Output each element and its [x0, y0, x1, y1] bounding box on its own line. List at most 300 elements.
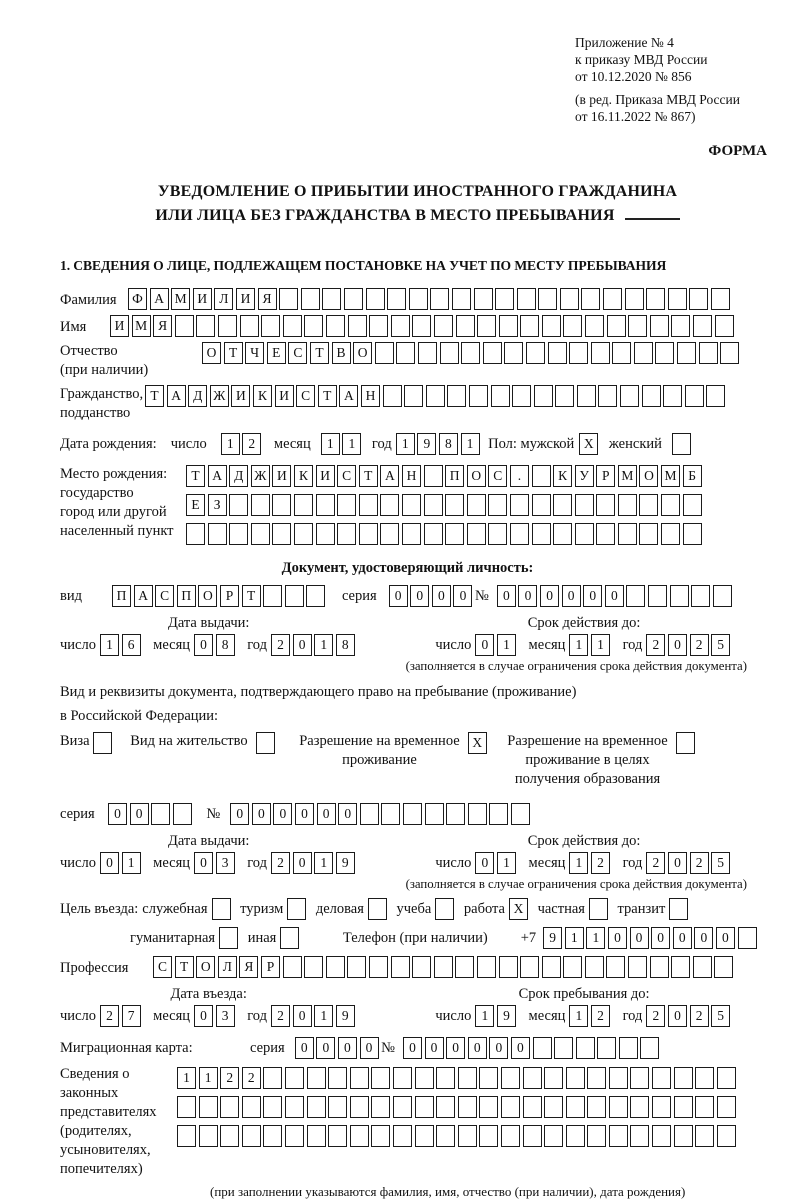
form-cell[interactable]: 0 [316, 1037, 335, 1059]
form-cell[interactable] [587, 1067, 606, 1089]
form-cell[interactable] [510, 523, 529, 545]
form-cell[interactable]: 0 [468, 1037, 487, 1059]
representatives-row-2[interactable] [177, 1096, 738, 1118]
form-cell[interactable] [93, 732, 112, 754]
form-cell[interactable] [523, 1067, 542, 1089]
form-cell[interactable]: А [208, 465, 227, 487]
form-cell[interactable] [691, 585, 710, 607]
form-cell[interactable] [512, 385, 531, 407]
form-cell[interactable] [285, 1096, 304, 1118]
form-cell[interactable]: 2 [271, 852, 290, 874]
form-cell[interactable]: Л [214, 288, 233, 310]
residence-expiry-month-cells[interactable] [569, 852, 612, 874]
form-cell[interactable] [683, 494, 702, 516]
form-cell[interactable] [661, 523, 680, 545]
form-cell[interactable] [402, 494, 421, 516]
form-cell[interactable] [350, 1096, 369, 1118]
form-cell[interactable]: 0 [583, 585, 602, 607]
form-cell[interactable]: 2 [242, 1067, 261, 1089]
form-cell[interactable]: П [112, 585, 131, 607]
form-cell[interactable]: Д [229, 465, 248, 487]
form-cell[interactable] [220, 1125, 239, 1147]
form-cell[interactable] [218, 315, 237, 337]
doc-series-cells[interactable] [389, 585, 475, 607]
form-cell[interactable]: Н [361, 385, 380, 407]
form-cell[interactable] [412, 315, 431, 337]
form-cell[interactable] [544, 1096, 563, 1118]
form-cell[interactable] [479, 1096, 498, 1118]
form-cell[interactable]: Н [402, 465, 421, 487]
form-cell[interactable] [606, 956, 625, 978]
form-cell[interactable]: 2 [591, 852, 610, 874]
form-cell[interactable] [477, 956, 496, 978]
form-cell[interactable]: 0 [562, 585, 581, 607]
form-cell[interactable] [359, 494, 378, 516]
form-cell[interactable] [294, 494, 313, 516]
until-year-cells[interactable] [646, 1005, 732, 1027]
form-cell[interactable] [368, 898, 387, 920]
form-cell[interactable] [251, 494, 270, 516]
form-cell[interactable] [294, 523, 313, 545]
form-cell[interactable] [677, 342, 696, 364]
form-cell[interactable] [212, 898, 231, 920]
form-cell[interactable] [589, 898, 608, 920]
form-cell[interactable]: П [445, 465, 464, 487]
form-cell[interactable] [177, 1125, 196, 1147]
form-cell[interactable] [591, 342, 610, 364]
form-cell[interactable] [380, 494, 399, 516]
form-cell[interactable] [186, 523, 205, 545]
representatives-row-3[interactable] [177, 1125, 738, 1147]
form-cell[interactable]: Т [310, 342, 329, 364]
birth-place-row-3[interactable] [186, 523, 704, 545]
form-cell[interactable] [501, 1067, 520, 1089]
form-cell[interactable]: 0 [630, 927, 649, 949]
form-cell[interactable] [672, 433, 691, 455]
form-cell[interactable] [316, 494, 335, 516]
form-cell[interactable] [674, 1067, 693, 1089]
form-cell[interactable] [434, 956, 453, 978]
migration-number-cells[interactable] [403, 1037, 662, 1059]
visa-checkbox[interactable] [93, 732, 115, 754]
form-cell[interactable]: 7 [122, 1005, 141, 1027]
form-cell[interactable] [596, 523, 615, 545]
form-cell[interactable] [371, 1067, 390, 1089]
form-cell[interactable] [634, 342, 653, 364]
form-cell[interactable] [566, 1067, 585, 1089]
form-cell[interactable] [489, 803, 508, 825]
form-cell[interactable] [715, 315, 734, 337]
form-cell[interactable] [307, 1096, 326, 1118]
form-cell[interactable] [322, 288, 341, 310]
form-cell[interactable]: 3 [216, 852, 235, 874]
form-cell[interactable]: X [509, 898, 528, 920]
form-cell[interactable] [280, 927, 299, 949]
form-cell[interactable]: 0 [403, 1037, 422, 1059]
form-cell[interactable]: 0 [497, 585, 516, 607]
form-cell[interactable] [285, 1067, 304, 1089]
form-cell[interactable]: 0 [446, 1037, 465, 1059]
form-cell[interactable] [477, 315, 496, 337]
form-cell[interactable] [369, 956, 388, 978]
form-cell[interactable] [711, 288, 730, 310]
birth-month-cells[interactable] [321, 433, 364, 455]
form-cell[interactable] [648, 585, 667, 607]
form-cell[interactable]: 3 [216, 1005, 235, 1027]
form-cell[interactable]: Я [239, 956, 258, 978]
form-cell[interactable] [534, 385, 553, 407]
form-cell[interactable]: 0 [295, 1037, 314, 1059]
purpose-study-checkbox[interactable] [435, 898, 457, 920]
form-cell[interactable]: И [316, 465, 335, 487]
form-cell[interactable]: 0 [540, 585, 559, 607]
form-cell[interactable]: 0 [475, 634, 494, 656]
form-cell[interactable] [240, 315, 259, 337]
form-cell[interactable] [625, 288, 644, 310]
form-cell[interactable] [533, 1037, 552, 1059]
entry-month-cells[interactable] [194, 1005, 237, 1027]
form-cell[interactable] [501, 1096, 520, 1118]
form-cell[interactable]: 0 [194, 1005, 213, 1027]
form-cell[interactable] [391, 956, 410, 978]
sex-female-checkbox[interactable] [672, 433, 694, 455]
form-cell[interactable] [350, 1067, 369, 1089]
form-cell[interactable] [467, 494, 486, 516]
residence-permit-checkbox[interactable] [256, 732, 278, 754]
form-cell[interactable]: Б [683, 465, 702, 487]
form-cell[interactable] [151, 803, 170, 825]
form-cell[interactable] [532, 494, 551, 516]
form-cell[interactable] [553, 523, 572, 545]
form-cell[interactable]: М [661, 465, 680, 487]
form-cell[interactable]: 0 [360, 1037, 379, 1059]
form-cell[interactable] [430, 288, 449, 310]
form-cell[interactable] [685, 385, 704, 407]
form-cell[interactable] [695, 1067, 714, 1089]
form-cell[interactable] [328, 1125, 347, 1147]
form-cell[interactable]: А [134, 585, 153, 607]
form-cell[interactable] [458, 1096, 477, 1118]
form-cell[interactable] [435, 898, 454, 920]
form-cell[interactable] [287, 898, 306, 920]
form-cell[interactable] [663, 385, 682, 407]
form-cell[interactable] [661, 494, 680, 516]
birth-place-row-1[interactable] [186, 465, 704, 487]
form-cell[interactable] [304, 956, 323, 978]
form-cell[interactable]: Ф [128, 288, 147, 310]
form-cell[interactable] [639, 523, 658, 545]
form-cell[interactable] [695, 1125, 714, 1147]
form-cell[interactable] [544, 1125, 563, 1147]
form-cell[interactable] [304, 315, 323, 337]
form-cell[interactable] [563, 956, 582, 978]
form-cell[interactable]: Т [186, 465, 205, 487]
form-cell[interactable]: 9 [543, 927, 562, 949]
form-cell[interactable] [350, 1125, 369, 1147]
birth-year-cells[interactable] [396, 433, 482, 455]
form-cell[interactable] [510, 494, 529, 516]
form-cell[interactable]: 1 [461, 433, 480, 455]
until-day-cells[interactable] [475, 1005, 518, 1027]
form-cell[interactable] [360, 803, 379, 825]
form-cell[interactable] [446, 803, 465, 825]
form-cell[interactable]: Р [261, 956, 280, 978]
form-cell[interactable]: М [132, 315, 151, 337]
form-cell[interactable] [738, 927, 757, 949]
form-cell[interactable]: О [639, 465, 658, 487]
form-cell[interactable] [263, 1096, 282, 1118]
form-cell[interactable]: П [177, 585, 196, 607]
form-cell[interactable]: 1 [100, 634, 119, 656]
form-cell[interactable] [693, 956, 712, 978]
form-cell[interactable] [597, 1037, 616, 1059]
form-cell[interactable] [283, 315, 302, 337]
form-cell[interactable] [575, 523, 594, 545]
form-cell[interactable]: 1 [569, 634, 588, 656]
form-cell[interactable] [598, 385, 617, 407]
name-cells[interactable] [110, 315, 736, 337]
form-cell[interactable] [229, 494, 248, 516]
form-cell[interactable] [375, 342, 394, 364]
form-cell[interactable]: У [575, 465, 594, 487]
expiry-month-cells[interactable] [569, 634, 612, 656]
form-cell[interactable] [436, 1096, 455, 1118]
form-cell[interactable] [674, 1125, 693, 1147]
form-cell[interactable] [670, 585, 689, 607]
sex-male-checkbox[interactable] [579, 433, 601, 455]
form-cell[interactable]: 2 [271, 634, 290, 656]
form-cell[interactable] [511, 803, 530, 825]
form-cell[interactable] [713, 585, 732, 607]
form-cell[interactable] [612, 342, 631, 364]
form-cell[interactable] [717, 1125, 736, 1147]
form-cell[interactable]: 0 [389, 585, 408, 607]
residence-number-cells[interactable] [230, 803, 532, 825]
form-cell[interactable] [383, 385, 402, 407]
phone-cells[interactable] [543, 927, 759, 949]
form-cell[interactable]: К [294, 465, 313, 487]
form-cell[interactable] [581, 288, 600, 310]
form-cell[interactable] [461, 342, 480, 364]
form-cell[interactable] [554, 1037, 573, 1059]
form-cell[interactable] [532, 523, 551, 545]
form-cell[interactable] [424, 523, 443, 545]
form-cell[interactable]: 0 [511, 1037, 530, 1059]
form-cell[interactable] [607, 315, 626, 337]
form-cell[interactable] [587, 1125, 606, 1147]
form-cell[interactable] [468, 803, 487, 825]
form-cell[interactable] [618, 494, 637, 516]
form-cell[interactable]: 2 [100, 1005, 119, 1027]
birth-day-cells[interactable] [221, 433, 264, 455]
purpose-work-checkbox[interactable] [509, 898, 531, 920]
form-cell[interactable] [307, 1125, 326, 1147]
form-cell[interactable]: 2 [271, 1005, 290, 1027]
form-cell[interactable]: М [618, 465, 637, 487]
temp-residence-edu-checkbox[interactable] [676, 732, 698, 754]
form-cell[interactable]: 0 [475, 852, 494, 874]
form-cell[interactable] [415, 1125, 434, 1147]
form-cell[interactable] [458, 1125, 477, 1147]
form-cell[interactable]: Ж [251, 465, 270, 487]
form-cell[interactable]: 5 [711, 852, 730, 874]
form-cell[interactable] [285, 585, 304, 607]
form-cell[interactable]: 0 [194, 634, 213, 656]
form-cell[interactable] [403, 803, 422, 825]
form-cell[interactable] [396, 342, 415, 364]
form-cell[interactable] [671, 956, 690, 978]
form-cell[interactable]: 0 [605, 585, 624, 607]
form-cell[interactable] [523, 1125, 542, 1147]
form-cell[interactable] [436, 1125, 455, 1147]
form-cell[interactable] [699, 342, 718, 364]
form-cell[interactable] [714, 956, 733, 978]
form-cell[interactable] [440, 342, 459, 364]
form-cell[interactable] [491, 385, 510, 407]
form-cell[interactable] [424, 494, 443, 516]
temp-residence-checkbox[interactable] [468, 732, 490, 754]
purpose-private-checkbox[interactable] [589, 898, 611, 920]
residence-issue-month-cells[interactable] [194, 852, 237, 874]
form-cell[interactable]: 8 [216, 634, 235, 656]
purpose-other-checkbox[interactable] [280, 927, 302, 949]
form-cell[interactable]: 9 [336, 1005, 355, 1027]
form-cell[interactable]: 1 [569, 852, 588, 874]
form-cell[interactable] [483, 342, 502, 364]
form-cell[interactable] [263, 1067, 282, 1089]
form-cell[interactable]: 8 [336, 634, 355, 656]
form-cell[interactable] [424, 465, 443, 487]
form-cell[interactable] [177, 1096, 196, 1118]
form-cell[interactable] [220, 1096, 239, 1118]
form-cell[interactable]: 1 [321, 433, 340, 455]
form-cell[interactable] [538, 288, 557, 310]
form-cell[interactable] [523, 1096, 542, 1118]
form-cell[interactable] [585, 956, 604, 978]
form-cell[interactable] [272, 523, 291, 545]
form-cell[interactable]: 0 [716, 927, 735, 949]
form-cell[interactable]: О [196, 956, 215, 978]
form-cell[interactable]: 9 [336, 852, 355, 874]
form-cell[interactable] [499, 956, 518, 978]
form-cell[interactable] [434, 315, 453, 337]
form-cell[interactable] [326, 956, 345, 978]
form-cell[interactable] [173, 803, 192, 825]
form-cell[interactable] [474, 288, 493, 310]
birth-place-row-2[interactable] [186, 494, 704, 516]
form-cell[interactable]: 0 [489, 1037, 508, 1059]
form-cell[interactable] [566, 1125, 585, 1147]
representatives-row-1[interactable] [177, 1067, 738, 1089]
issue-month-cells[interactable] [194, 634, 237, 656]
form-cell[interactable] [526, 342, 545, 364]
patronymic-cells[interactable] [202, 342, 742, 364]
form-cell[interactable] [445, 523, 464, 545]
form-cell[interactable]: 0 [410, 585, 429, 607]
form-cell[interactable] [412, 956, 431, 978]
form-cell[interactable] [542, 956, 561, 978]
form-cell[interactable] [337, 523, 356, 545]
form-cell[interactable] [447, 385, 466, 407]
form-cell[interactable] [618, 523, 637, 545]
form-cell[interactable]: И [275, 385, 294, 407]
form-cell[interactable]: 1 [497, 852, 516, 874]
doc-number-cells[interactable] [497, 585, 735, 607]
form-cell[interactable]: . [510, 465, 529, 487]
form-cell[interactable]: 2 [690, 634, 709, 656]
issue-year-cells[interactable] [271, 634, 357, 656]
form-cell[interactable] [426, 385, 445, 407]
form-cell[interactable] [652, 1096, 671, 1118]
form-cell[interactable] [445, 494, 464, 516]
form-cell[interactable]: 8 [439, 433, 458, 455]
purpose-tourism-checkbox[interactable] [287, 898, 309, 920]
form-cell[interactable]: С [296, 385, 315, 407]
form-cell[interactable] [263, 585, 282, 607]
form-cell[interactable]: Т [318, 385, 337, 407]
form-cell[interactable]: И [236, 288, 255, 310]
form-cell[interactable] [609, 1067, 628, 1089]
form-cell[interactable] [693, 315, 712, 337]
form-cell[interactable] [409, 288, 428, 310]
form-cell[interactable] [596, 494, 615, 516]
form-cell[interactable] [652, 1125, 671, 1147]
form-cell[interactable]: О [202, 342, 221, 364]
form-cell[interactable] [532, 465, 551, 487]
form-cell[interactable] [569, 342, 588, 364]
form-cell[interactable] [628, 315, 647, 337]
citizenship-cells[interactable] [145, 385, 728, 407]
form-cell[interactable] [544, 1067, 563, 1089]
issue-day-cells[interactable] [100, 634, 143, 656]
form-cell[interactable] [695, 1096, 714, 1118]
form-cell[interactable] [359, 523, 378, 545]
form-cell[interactable] [404, 385, 423, 407]
form-cell[interactable]: О [198, 585, 217, 607]
form-cell[interactable] [630, 1067, 649, 1089]
form-cell[interactable]: Т [242, 585, 261, 607]
purpose-transit-checkbox[interactable] [669, 898, 691, 920]
form-cell[interactable] [348, 315, 367, 337]
surname-cells[interactable] [128, 288, 733, 310]
form-cell[interactable]: Я [258, 288, 277, 310]
form-cell[interactable] [436, 1067, 455, 1089]
form-cell[interactable] [219, 927, 238, 949]
form-cell[interactable] [316, 523, 335, 545]
form-cell[interactable]: М [171, 288, 190, 310]
form-cell[interactable] [469, 385, 488, 407]
purpose-humanitarian-checkbox[interactable] [219, 927, 241, 949]
form-cell[interactable]: 1 [475, 1005, 494, 1027]
form-cell[interactable]: 0 [338, 803, 357, 825]
form-cell[interactable] [366, 288, 385, 310]
form-cell[interactable] [560, 288, 579, 310]
form-cell[interactable]: Т [359, 465, 378, 487]
form-cell[interactable]: 5 [711, 634, 730, 656]
form-cell[interactable]: 0 [273, 803, 292, 825]
form-cell[interactable] [488, 494, 507, 516]
form-cell[interactable]: 2 [646, 634, 665, 656]
form-cell[interactable] [283, 956, 302, 978]
form-cell[interactable]: Т [224, 342, 243, 364]
form-cell[interactable] [279, 288, 298, 310]
form-cell[interactable]: 0 [194, 852, 213, 874]
form-cell[interactable] [199, 1096, 218, 1118]
residence-issue-year-cells[interactable] [271, 852, 357, 874]
expiry-year-cells[interactable] [646, 634, 732, 656]
residence-series-cells[interactable] [108, 803, 194, 825]
form-cell[interactable] [261, 315, 280, 337]
